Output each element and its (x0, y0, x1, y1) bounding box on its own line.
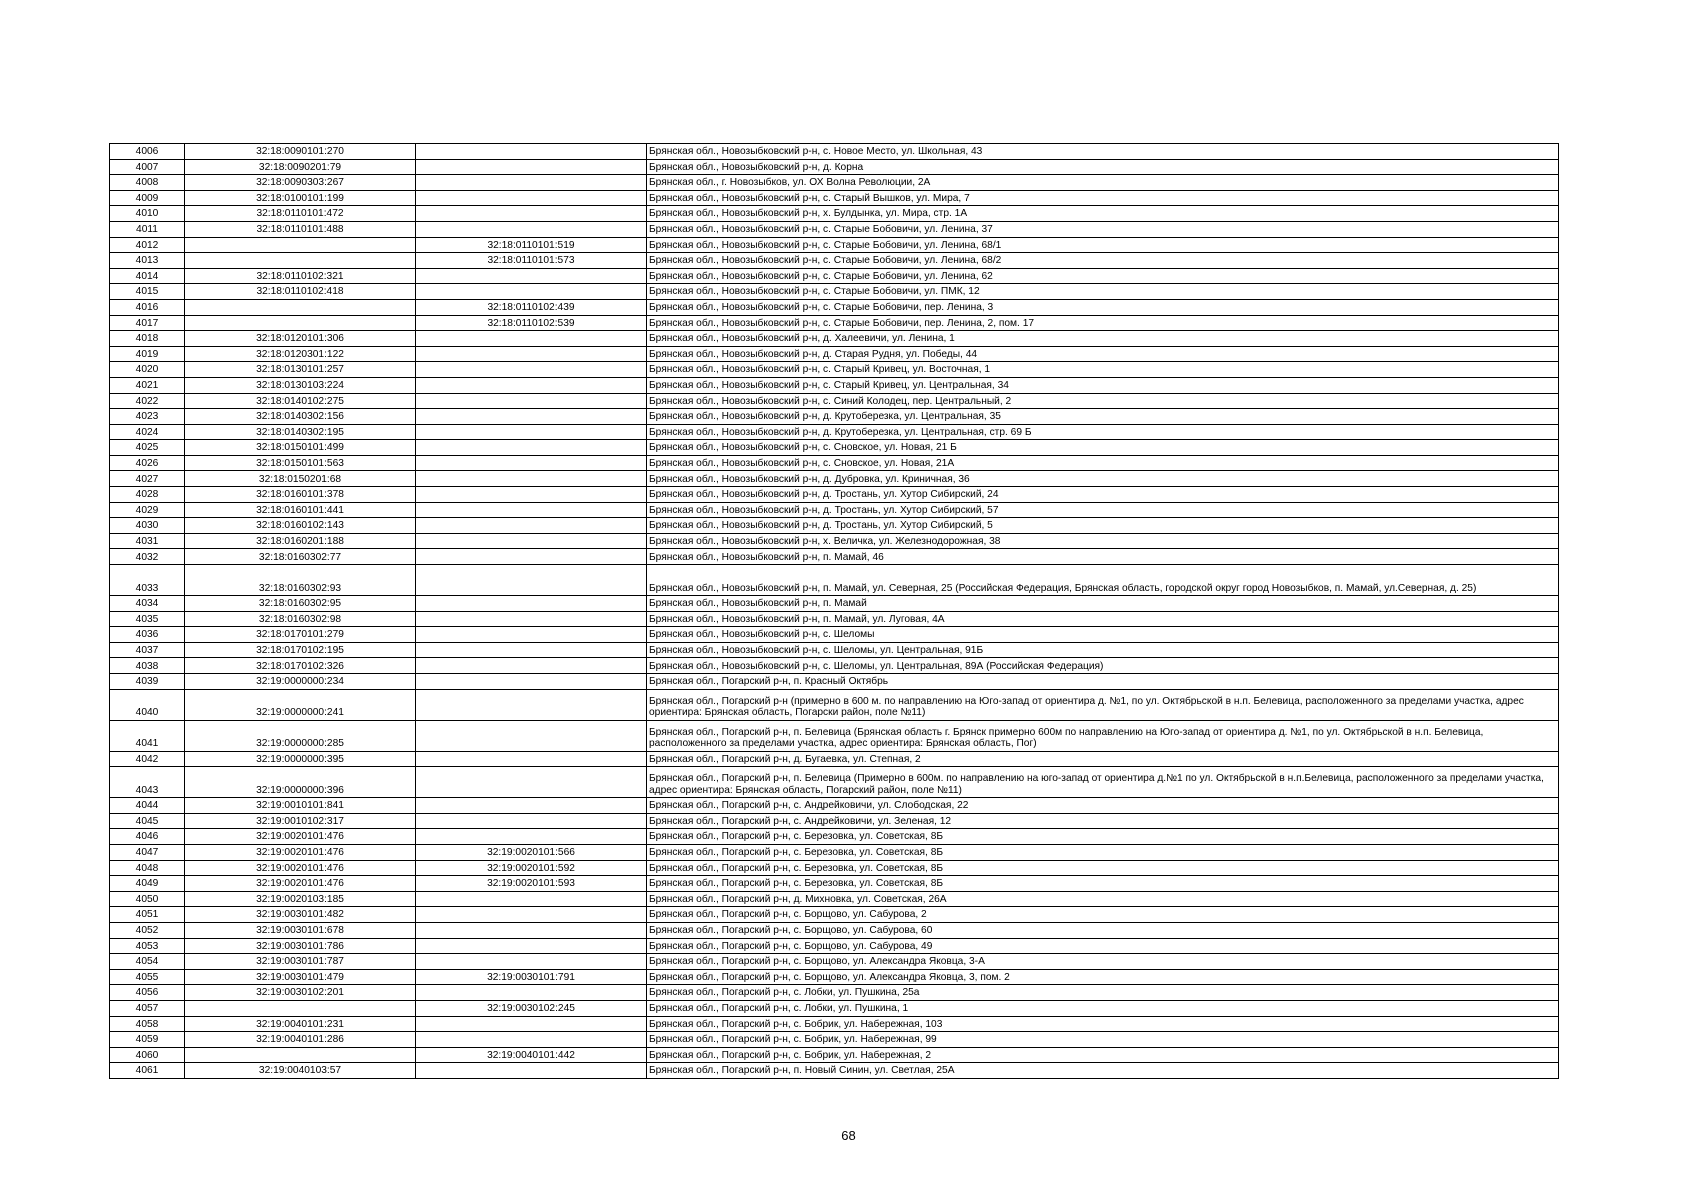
row-number-cell: 4014 (110, 268, 185, 284)
address-cell: Брянская обл., Новозыбковский р-н, д. Крутоберезка, ул. Центральная, стр. 69 Б (647, 424, 1559, 440)
secondary-cadastral-number-cell (416, 409, 647, 425)
row-number-cell: 4041 (110, 720, 185, 751)
row-number-cell: 4011 (110, 221, 185, 237)
table-row (110, 1000, 1559, 1016)
row-number-cell: 4060 (110, 1047, 185, 1063)
row-number-cell: 4029 (110, 502, 185, 518)
secondary-cadastral-number-cell (416, 518, 647, 534)
registry-table-body (110, 144, 1559, 1079)
table-row (110, 268, 1559, 284)
cadastral-number-cell: 32:18:0130101:257 (185, 362, 416, 378)
table-row (110, 1032, 1559, 1048)
row-number-cell: 4025 (110, 440, 185, 456)
cadastral-number-cell: 32:18:0160102:143 (185, 518, 416, 534)
row-number-cell: 4038 (110, 658, 185, 674)
cadastral-number-cell: 32:18:0150201:68 (185, 471, 416, 487)
row-number-cell: 4007 (110, 159, 185, 175)
table-row (110, 969, 1559, 985)
address-cell: Брянская обл., Новозыбковский р-н, п. Мамай, ул. Северная, 25 (Российская Федерация, Брянская область, городской округ город Новозыбков, п. Мамай, ул.Северная, д. 25) (647, 565, 1559, 596)
cadastral-number-cell: 32:19:0020101:476 (185, 876, 416, 892)
row-number-cell: 4037 (110, 642, 185, 658)
page-number: 68 (841, 1128, 856, 1143)
address-cell: Брянская обл., Новозыбковский р-н, с. Сновское, ул. Новая, 21А (647, 455, 1559, 471)
row-number-cell: 4016 (110, 299, 185, 315)
address-cell: Брянская обл., Погарский р-н, с. Лобки, ул. Пушкина, 1 (647, 1000, 1559, 1016)
secondary-cadastral-number-cell (416, 159, 647, 175)
cadastral-number-cell (185, 315, 416, 331)
cadastral-number-cell: 32:18:0110102:418 (185, 284, 416, 300)
table-row (110, 844, 1559, 860)
table-row (110, 767, 1559, 798)
address-cell: Брянская обл., Новозыбковский р-н, д. Старая Рудня, ул. Победы, 44 (647, 346, 1559, 362)
cadastral-number-cell: 32:19:0030101:482 (185, 907, 416, 923)
address-cell: Брянская обл., Погарский р-н, п. Красный Октябрь (647, 674, 1559, 690)
table-row (110, 346, 1559, 362)
address-cell: Брянская обл., Новозыбковский р-н, с. Сновское, ул. Новая, 21 Б (647, 440, 1559, 456)
address-cell: Брянская обл., Новозыбковский р-н, п. Мамай, 46 (647, 549, 1559, 565)
table-row (110, 377, 1559, 393)
cadastral-number-cell: 32:19:0010102:317 (185, 813, 416, 829)
cadastral-number-cell: 32:18:0160101:441 (185, 502, 416, 518)
secondary-cadastral-number-cell (416, 1016, 647, 1032)
row-number-cell: 4010 (110, 206, 185, 222)
cadastral-number-cell: 32:19:0030101:787 (185, 954, 416, 970)
cadastral-number-cell: 32:18:0120301:122 (185, 346, 416, 362)
address-cell: Брянская обл., Погарский р-н, с. Борщово, ул. Сабурова, 60 (647, 922, 1559, 938)
row-number-cell: 4044 (110, 798, 185, 814)
table-row (110, 175, 1559, 191)
address-cell: Брянская обл., Новозыбковский р-н, п. Мамай (647, 596, 1559, 612)
cadastral-number-cell: 32:18:0160101:378 (185, 487, 416, 503)
row-number-cell: 4057 (110, 1000, 185, 1016)
cadastral-number-cell: 32:18:0170101:279 (185, 627, 416, 643)
cadastral-number-cell: 32:18:0170102:326 (185, 658, 416, 674)
cadastral-number-cell: 32:19:0020103:185 (185, 891, 416, 907)
cadastral-number-cell: 32:18:0110102:321 (185, 268, 416, 284)
table-row (110, 518, 1559, 534)
table-row (110, 938, 1559, 954)
row-number-cell: 4054 (110, 954, 185, 970)
address-cell: Брянская обл., Погарский р-н, д. Бугаевка, ул. Степная, 2 (647, 751, 1559, 767)
cadastral-number-cell (185, 299, 416, 315)
cadastral-number-cell: 32:19:0030102:201 (185, 985, 416, 1001)
row-number-cell: 4059 (110, 1032, 185, 1048)
secondary-cadastral-number-cell: 32:18:0110102:439 (416, 299, 647, 315)
address-cell: Брянская обл., Новозыбковский р-н, с. Старый Кривец, ул. Восточная, 1 (647, 362, 1559, 378)
row-number-cell: 4040 (110, 689, 185, 720)
table-row (110, 362, 1559, 378)
row-number-cell: 4046 (110, 829, 185, 845)
address-cell: Брянская обл., Новозыбковский р-н, д. Тростань, ул. Хутор Сибирский, 57 (647, 502, 1559, 518)
address-cell: Брянская обл., Новозыбковский р-н, с. Шеломы, ул. Центральная, 91Б (647, 642, 1559, 658)
address-cell: Брянская обл., Новозыбковский р-н, с. Старые Бобовичи, ул. Ленина, 62 (647, 268, 1559, 284)
table-row (110, 315, 1559, 331)
address-cell: Брянская обл., Погарский р-н, с. Андрейковичи, ул. Зеленая, 12 (647, 813, 1559, 829)
secondary-cadastral-number-cell (416, 674, 647, 690)
cadastral-number-cell: 32:18:0140302:156 (185, 409, 416, 425)
secondary-cadastral-number-cell (416, 642, 647, 658)
row-number-cell: 4020 (110, 362, 185, 378)
cadastral-number-cell: 32:19:0040101:286 (185, 1032, 416, 1048)
address-cell: Брянская обл., Погарский р-н, п. Новый Синин, ул. Светлая, 25А (647, 1063, 1559, 1079)
table-row (110, 627, 1559, 643)
table-row (110, 611, 1559, 627)
row-number-cell: 4047 (110, 844, 185, 860)
cadastral-number-cell: 32:18:0160302:98 (185, 611, 416, 627)
table-row (110, 891, 1559, 907)
table-row (110, 190, 1559, 206)
secondary-cadastral-number-cell: 32:18:0110101:573 (416, 253, 647, 269)
secondary-cadastral-number-cell (416, 346, 647, 362)
secondary-cadastral-number-cell (416, 611, 647, 627)
cadastral-number-cell: 32:19:0020101:476 (185, 829, 416, 845)
secondary-cadastral-number-cell (416, 798, 647, 814)
row-number-cell: 4042 (110, 751, 185, 767)
secondary-cadastral-number-cell (416, 1032, 647, 1048)
address-cell: Брянская обл., Погарский р-н, с. Бобрик, ул. Набережная, 99 (647, 1032, 1559, 1048)
secondary-cadastral-number-cell: 32:19:0030102:245 (416, 1000, 647, 1016)
secondary-cadastral-number-cell (416, 533, 647, 549)
address-cell: Брянская обл., Погарский р-н, с. Борщово, ул. Сабурова, 49 (647, 938, 1559, 954)
table-row (110, 502, 1559, 518)
row-number-cell: 4012 (110, 237, 185, 253)
row-number-cell: 4058 (110, 1016, 185, 1032)
table-row (110, 985, 1559, 1001)
cadastral-number-cell: 32:18:0160302:93 (185, 565, 416, 596)
table-row (110, 455, 1559, 471)
table-row (110, 674, 1559, 690)
secondary-cadastral-number-cell (416, 627, 647, 643)
secondary-cadastral-number-cell: 32:19:0040101:442 (416, 1047, 647, 1063)
table-row (110, 642, 1559, 658)
cadastral-number-cell: 32:19:0020101:476 (185, 860, 416, 876)
table-row (110, 829, 1559, 845)
secondary-cadastral-number-cell (416, 144, 647, 160)
row-number-cell: 4027 (110, 471, 185, 487)
cadastral-number-cell: 32:19:0030101:786 (185, 938, 416, 954)
row-number-cell: 4034 (110, 596, 185, 612)
address-cell: Брянская обл., Новозыбковский р-н, с. Синий Колодец, пер. Центральный, 2 (647, 393, 1559, 409)
secondary-cadastral-number-cell: 32:18:0110101:519 (416, 237, 647, 253)
address-cell: Брянская обл., Погарский р-н, с. Березовка, ул. Советская, 8Б (647, 876, 1559, 892)
cadastral-number-cell: 32:19:0000000:396 (185, 767, 416, 798)
address-cell: Брянская обл., Погарский р-н, с. Борщово, ул. Сабурова, 2 (647, 907, 1559, 923)
secondary-cadastral-number-cell (416, 767, 647, 798)
address-cell: Брянская обл., Новозыбковский р-н, с. Шеломы (647, 627, 1559, 643)
table-row (110, 424, 1559, 440)
cadastral-number-cell (185, 1000, 416, 1016)
table-row (110, 922, 1559, 938)
secondary-cadastral-number-cell (416, 954, 647, 970)
row-number-cell: 4021 (110, 377, 185, 393)
address-cell: Брянская обл., Новозыбковский р-н, с. Старые Бобовичи, пер. Ленина, 3 (647, 299, 1559, 315)
table-row (110, 159, 1559, 175)
address-cell: Брянская обл., Новозыбковский р-н, д. Тростань, ул. Хутор Сибирский, 24 (647, 487, 1559, 503)
secondary-cadastral-number-cell (416, 938, 647, 954)
row-number-cell: 4019 (110, 346, 185, 362)
row-number-cell: 4022 (110, 393, 185, 409)
secondary-cadastral-number-cell (416, 455, 647, 471)
secondary-cadastral-number-cell (416, 440, 647, 456)
cadastral-number-cell: 32:19:0000000:395 (185, 751, 416, 767)
table-row (110, 299, 1559, 315)
row-number-cell: 4045 (110, 813, 185, 829)
cadastral-number-cell: 32:19:0000000:241 (185, 689, 416, 720)
address-cell: Брянская обл., Новозыбковский р-н, д. Тростань, ул. Хутор Сибирский, 5 (647, 518, 1559, 534)
address-cell: Брянская обл., Новозыбковский р-н, с. Старые Бобовичи, ул. ПМК, 12 (647, 284, 1559, 300)
row-number-cell: 4026 (110, 455, 185, 471)
address-cell: Брянская обл., Погарский р-н, с. Березовка, ул. Советская, 8Б (647, 829, 1559, 845)
address-cell: Брянская обл., Погарский р-н, п. Белевица (Брянская область г. Брянск примерно 600м по направлению на Юго-запад от ориентира д. №1, по ул. Октябрьской в н.п. Белевица, расположенного за пределами участка, адрес ориентира: Брянская область, Пог) (647, 720, 1559, 751)
table-row (110, 1047, 1559, 1063)
cadastral-number-cell: 32:18:0110101:488 (185, 221, 416, 237)
secondary-cadastral-number-cell (416, 502, 647, 518)
secondary-cadastral-number-cell (416, 284, 647, 300)
table-row (110, 798, 1559, 814)
cadastral-number-cell: 32:19:0000000:234 (185, 674, 416, 690)
address-cell: Брянская обл., Новозыбковский р-н, с. Старые Бобовичи, ул. Ленина, 68/1 (647, 237, 1559, 253)
table-row (110, 813, 1559, 829)
row-number-cell: 4006 (110, 144, 185, 160)
secondary-cadastral-number-cell: 32:19:0030101:791 (416, 969, 647, 985)
row-number-cell: 4039 (110, 674, 185, 690)
secondary-cadastral-number-cell (416, 331, 647, 347)
table-row (110, 221, 1559, 237)
secondary-cadastral-number-cell: 32:18:0110102:539 (416, 315, 647, 331)
secondary-cadastral-number-cell (416, 985, 647, 1001)
secondary-cadastral-number-cell (416, 751, 647, 767)
address-cell: Брянская обл., Новозыбковский р-н, с. Старые Бобовичи, ул. Ленина, 68/2 (647, 253, 1559, 269)
secondary-cadastral-number-cell (416, 720, 647, 751)
cadastral-number-cell: 32:19:0000000:285 (185, 720, 416, 751)
table-row (110, 253, 1559, 269)
row-number-cell: 4023 (110, 409, 185, 425)
row-number-cell: 4015 (110, 284, 185, 300)
table-row (110, 876, 1559, 892)
table-row (110, 860, 1559, 876)
row-number-cell: 4048 (110, 860, 185, 876)
address-cell: Брянская обл., г. Новозыбков, ул. ОХ Волна Революции, 2А (647, 175, 1559, 191)
cadastral-number-cell: 32:18:0170102:195 (185, 642, 416, 658)
row-number-cell: 4008 (110, 175, 185, 191)
table-row (110, 206, 1559, 222)
secondary-cadastral-number-cell (416, 487, 647, 503)
row-number-cell: 4028 (110, 487, 185, 503)
cadastral-number-cell (185, 237, 416, 253)
address-cell: Брянская обл., Погарский р-н, с. Бобрик, ул. Набережная, 2 (647, 1047, 1559, 1063)
table-row (110, 720, 1559, 751)
secondary-cadastral-number-cell (416, 221, 647, 237)
address-cell: Брянская обл., Погарский р-н, с. Борщово, ул. Александра Яковца, 3, пом. 2 (647, 969, 1559, 985)
address-cell: Брянская обл., Новозыбковский р-н, д. Корна (647, 159, 1559, 175)
table-row (110, 284, 1559, 300)
row-number-cell: 4049 (110, 876, 185, 892)
row-number-cell: 4009 (110, 190, 185, 206)
cadastral-number-cell: 32:18:0150101:563 (185, 455, 416, 471)
table-row (110, 487, 1559, 503)
table-row (110, 565, 1559, 596)
cadastral-number-cell: 32:18:0140102:275 (185, 393, 416, 409)
table-row (110, 409, 1559, 425)
table-row (110, 689, 1559, 720)
address-cell: Брянская обл., Новозыбковский р-н, с. Старый Кривец, ул. Центральная, 34 (647, 377, 1559, 393)
address-cell: Брянская обл., Погарский р-н, с. Березовка, ул. Советская, 8Б (647, 860, 1559, 876)
row-number-cell: 4033 (110, 565, 185, 596)
secondary-cadastral-number-cell (416, 1063, 647, 1079)
row-number-cell: 4055 (110, 969, 185, 985)
table-row (110, 1016, 1559, 1032)
cadastral-number-cell: 32:18:0140302:195 (185, 424, 416, 440)
row-number-cell: 4035 (110, 611, 185, 627)
secondary-cadastral-number-cell (416, 907, 647, 923)
cadastral-number-cell: 32:18:0110101:472 (185, 206, 416, 222)
table-row (110, 471, 1559, 487)
cadastral-number-cell: 32:18:0160302:95 (185, 596, 416, 612)
address-cell: Брянская обл., Новозыбковский р-н, п. Мамай, ул. Луговая, 4А (647, 611, 1559, 627)
address-cell: Брянская обл., Погарский р-н, п. Белевица (Примерно в 600м. по направлению на юго-запад от ориентира д.№1 по ул. Октябрьской в н.п.Белевица, расположенного за пределами участка, адрес ориентира: Брянская область, Погарский район, поле №11) (647, 767, 1559, 798)
cadastral-number-cell (185, 253, 416, 269)
cadastral-number-cell: 32:18:0090201:79 (185, 159, 416, 175)
table-row (110, 1063, 1559, 1079)
cadastral-number-cell: 32:19:0040103:57 (185, 1063, 416, 1079)
cadastral-number-cell: 32:18:0100101:199 (185, 190, 416, 206)
address-cell: Брянская обл., Новозыбковский р-н, с. Шеломы, ул. Центральная, 89А (Российская Федерация) (647, 658, 1559, 674)
secondary-cadastral-number-cell: 32:19:0020101:593 (416, 876, 647, 892)
secondary-cadastral-number-cell (416, 596, 647, 612)
row-number-cell: 4036 (110, 627, 185, 643)
address-cell: Брянская обл., Новозыбковский р-н, х. Булдынка, ул. Мира, стр. 1А (647, 206, 1559, 222)
address-cell: Брянская обл., Новозыбковский р-н, с. Старые Бобовичи, пер. Ленина, 2, пом. 17 (647, 315, 1559, 331)
secondary-cadastral-number-cell (416, 206, 647, 222)
row-number-cell: 4051 (110, 907, 185, 923)
address-cell: Брянская обл., Новозыбковский р-н, д. Дубровка, ул. Криничная, 36 (647, 471, 1559, 487)
secondary-cadastral-number-cell (416, 175, 647, 191)
cadastral-number-cell: 32:19:0010101:841 (185, 798, 416, 814)
table-row (110, 237, 1559, 253)
address-cell: Брянская обл., Новозыбковский р-н, д. Халеевичи, ул. Ленина, 1 (647, 331, 1559, 347)
secondary-cadastral-number-cell (416, 813, 647, 829)
address-cell: Брянская обл., Новозыбковский р-н, с. Новое Место, ул. Школьная, 43 (647, 144, 1559, 160)
cadastral-number-cell: 32:18:0090303:267 (185, 175, 416, 191)
secondary-cadastral-number-cell (416, 922, 647, 938)
row-number-cell: 4030 (110, 518, 185, 534)
address-cell: Брянская обл., Новозыбковский р-н, с. Старые Бобовичи, ул. Ленина, 37 (647, 221, 1559, 237)
secondary-cadastral-number-cell (416, 471, 647, 487)
cadastral-number-cell: 32:19:0030101:479 (185, 969, 416, 985)
address-cell: Брянская обл., Новозыбковский р-н, д. Крутоберезка, ул. Центральная, 35 (647, 409, 1559, 425)
cadastral-number-cell: 32:18:0120101:306 (185, 331, 416, 347)
secondary-cadastral-number-cell (416, 829, 647, 845)
row-number-cell: 4061 (110, 1063, 185, 1079)
cadastral-number-cell: 32:18:0130103:224 (185, 377, 416, 393)
address-cell: Брянская обл., Погарский р-н, с. Лобки, ул. Пушкина, 25а (647, 985, 1559, 1001)
table-row (110, 751, 1559, 767)
table-row (110, 658, 1559, 674)
row-number-cell: 4013 (110, 253, 185, 269)
address-cell: Брянская обл., Погарский р-н, д. Михновка, ул. Советская, 26А (647, 891, 1559, 907)
secondary-cadastral-number-cell (416, 190, 647, 206)
cadastral-number-cell: 32:18:0160302:77 (185, 549, 416, 565)
cadastral-number-cell: 32:18:0090101:270 (185, 144, 416, 160)
secondary-cadastral-number-cell (416, 891, 647, 907)
address-cell: Брянская обл., Новозыбковский р-н, х. Величка, ул. Железнодорожная, 38 (647, 533, 1559, 549)
secondary-cadastral-number-cell (416, 424, 647, 440)
secondary-cadastral-number-cell (416, 393, 647, 409)
secondary-cadastral-number-cell (416, 565, 647, 596)
address-cell: Брянская обл., Погарский р-н, с. Бобрик, ул. Набережная, 103 (647, 1016, 1559, 1032)
secondary-cadastral-number-cell (416, 549, 647, 565)
cadastral-number-cell: 32:18:0160201:188 (185, 533, 416, 549)
table-row (110, 393, 1559, 409)
secondary-cadastral-number-cell: 32:19:0020101:566 (416, 844, 647, 860)
cadastral-number-cell (185, 1047, 416, 1063)
table-row (110, 907, 1559, 923)
row-number-cell: 4050 (110, 891, 185, 907)
address-cell: Брянская обл., Новозыбковский р-н, с. Старый Вышков, ул. Мира, 7 (647, 190, 1559, 206)
cadastral-number-cell: 32:19:0030101:678 (185, 922, 416, 938)
row-number-cell: 4024 (110, 424, 185, 440)
table-row (110, 954, 1559, 970)
cadastral-number-cell: 32:19:0040101:231 (185, 1016, 416, 1032)
table-row (110, 533, 1559, 549)
row-number-cell: 4018 (110, 331, 185, 347)
row-number-cell: 4017 (110, 315, 185, 331)
row-number-cell: 4032 (110, 549, 185, 565)
secondary-cadastral-number-cell: 32:19:0020101:592 (416, 860, 647, 876)
address-cell: Брянская обл., Погарский р-н, с. Андрейковичи, ул. Слободская, 22 (647, 798, 1559, 814)
cadastral-number-cell: 32:19:0020101:476 (185, 844, 416, 860)
row-number-cell: 4052 (110, 922, 185, 938)
secondary-cadastral-number-cell (416, 658, 647, 674)
table-row (110, 596, 1559, 612)
address-cell: Брянская обл., Погарский р-н, с. Березовка, ул. Советская, 8Б (647, 844, 1559, 860)
cadastral-number-cell: 32:18:0150101:499 (185, 440, 416, 456)
registry-table (109, 143, 1559, 1079)
secondary-cadastral-number-cell (416, 377, 647, 393)
table-row (110, 144, 1559, 160)
address-cell: Брянская обл., Погарский р-н, с. Борщово, ул. Александра Яковца, 3-А (647, 954, 1559, 970)
table-row (110, 331, 1559, 347)
secondary-cadastral-number-cell (416, 689, 647, 720)
table-row (110, 440, 1559, 456)
row-number-cell: 4031 (110, 533, 185, 549)
address-cell: Брянская обл., Погарский р-н (примерно в 600 м. по направлению на Юго-запад от ориентира д. №1, по ул. Октябрьской в н.п. Белевица, расположенного за пределами участка, адрес ориентира: Брянская область, Погарски район, поле №11) (647, 689, 1559, 720)
table-row (110, 549, 1559, 565)
row-number-cell: 4053 (110, 938, 185, 954)
secondary-cadastral-number-cell (416, 362, 647, 378)
row-number-cell: 4043 (110, 767, 185, 798)
row-number-cell: 4056 (110, 985, 185, 1001)
secondary-cadastral-number-cell (416, 268, 647, 284)
